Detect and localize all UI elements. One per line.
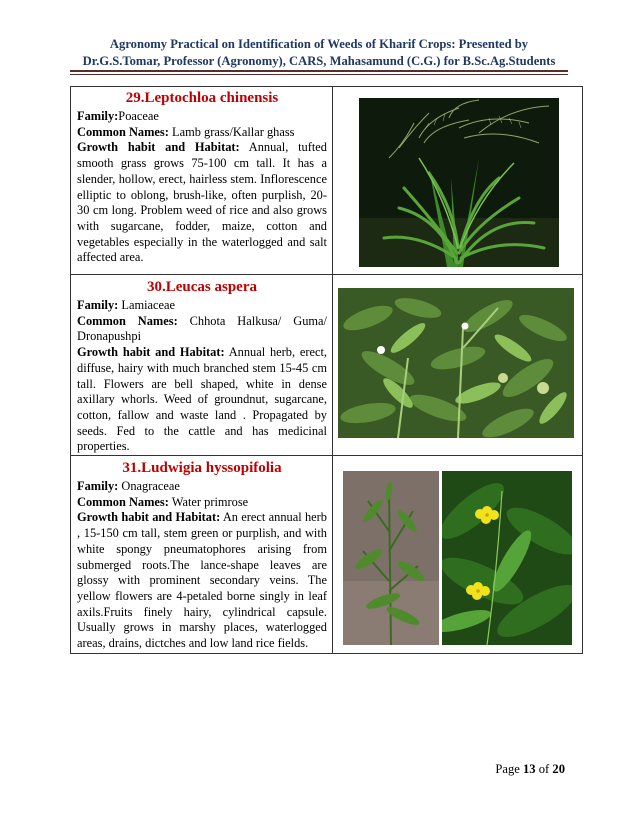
page-total: 20 — [552, 762, 565, 776]
page-label: Page — [495, 762, 520, 776]
common-names-label: Common Names: — [77, 124, 169, 139]
leptochloa-photo — [359, 98, 559, 267]
family-value: Poaceae — [118, 109, 159, 123]
common-names-value: Water primrose — [171, 494, 249, 509]
header-line-1: Agronomy Practical on Identification of Weeds of Kharif Crops: Presented by — [109, 37, 529, 51]
weed-image-cell — [333, 87, 583, 275]
family-line — [77, 479, 327, 495]
weed-image-cell — [333, 456, 583, 654]
ludwigia-plant-photo — [343, 471, 439, 645]
family-line — [77, 109, 327, 125]
header-line-2: Dr.G.S.Tomar, Professor (Agronomy), CARS, Mahasamund (C.G.) for B.Sc.Ag.Students — [82, 54, 556, 68]
weed-image-cell — [333, 275, 583, 456]
weed-row-30 — [71, 275, 583, 456]
growth-habit-paragraph — [77, 510, 327, 651]
weed-row-31 — [71, 456, 583, 654]
growth-habit-label: Growth habit and Habitat: — [77, 345, 225, 360]
family-label: Family: — [77, 479, 119, 494]
growth-habit-text: Annual, tufted smooth grass grows 75-100 cm tall. It has a slender, hollow, erect, hairless stem. Inflorescence elliptic to oblong, brush-like, often purplish, 20-30 cm long. Problem weed of rice and also grows with sugarcane, fodder, maize, cotton and vegetables especially in the waterlogged and salt affected area. — [77, 140, 327, 265]
common-names-value: Lamb grass/Kallar ghass — [172, 124, 295, 139]
family-label: Family: — [77, 109, 119, 123]
header-rule-thin — [70, 74, 568, 75]
header-rule-thick — [70, 70, 568, 72]
weed-text-cell — [71, 87, 333, 275]
page-footer — [495, 762, 565, 777]
common-names-label: Common Names: — [77, 313, 178, 328]
growth-habit-label: Growth habit and Habitat: — [77, 140, 240, 155]
weed-table — [70, 86, 583, 654]
growth-habit-paragraph — [77, 345, 327, 455]
weed-title: 29.Leptochloa chinensis — [125, 90, 279, 106]
weed-title: 30.Leucas aspera — [147, 279, 257, 295]
weed-text-cell — [71, 275, 333, 456]
family-line — [77, 298, 327, 314]
ludwigia-flower-photo — [442, 471, 572, 645]
family-label: Family: — [77, 298, 119, 312]
growth-habit-paragraph — [77, 140, 327, 266]
document-header — [0, 36, 638, 70]
common-names-line — [77, 495, 327, 511]
page-number: 13 — [523, 762, 536, 776]
common-names-line — [77, 314, 327, 345]
common-names-label: Common Names: — [77, 494, 169, 509]
family-value: Lamiaceae — [121, 298, 176, 312]
growth-habit-label: Growth habit and Habitat: — [77, 510, 221, 525]
family-value: Onagraceae — [121, 479, 180, 494]
growth-habit-text: Annual herb, erect, diffuse, hairy with much branched stem 15-45 cm tall. Flowers are bell shaped, white in dense axillary whorls. Weed of groundnut, sugarcane, cotton, fallow and waste land . Propagated by seeds. Fed to the cattle and has medicinal properties. — [77, 345, 327, 454]
weed-title: 31.Ludwigia hyssopifolia — [122, 460, 282, 477]
growth-habit-text: An erect annual herb , 15-150 cm tall, stem green or purplish, and with white spongy pneumatophores arising from submerged roots.The lance-shape leaves are glossy with prominent secondary veins. The yellow flowers are 4-petaled borne singly in leaf axils.Fruits finely hairy, cylindrical capsule. Usually grows in marshy places, waterlogged areas, drains, dictches and low land rice fields. — [77, 510, 327, 651]
weed-row-29 — [71, 87, 583, 275]
leucas-photo — [338, 288, 574, 438]
common-names-value: Chhota Halkusa/ Guma/ Dronapushpi — [77, 313, 327, 344]
weed-text-cell — [71, 456, 333, 654]
page-of-label: of — [538, 762, 550, 776]
common-names-line — [77, 125, 327, 141]
